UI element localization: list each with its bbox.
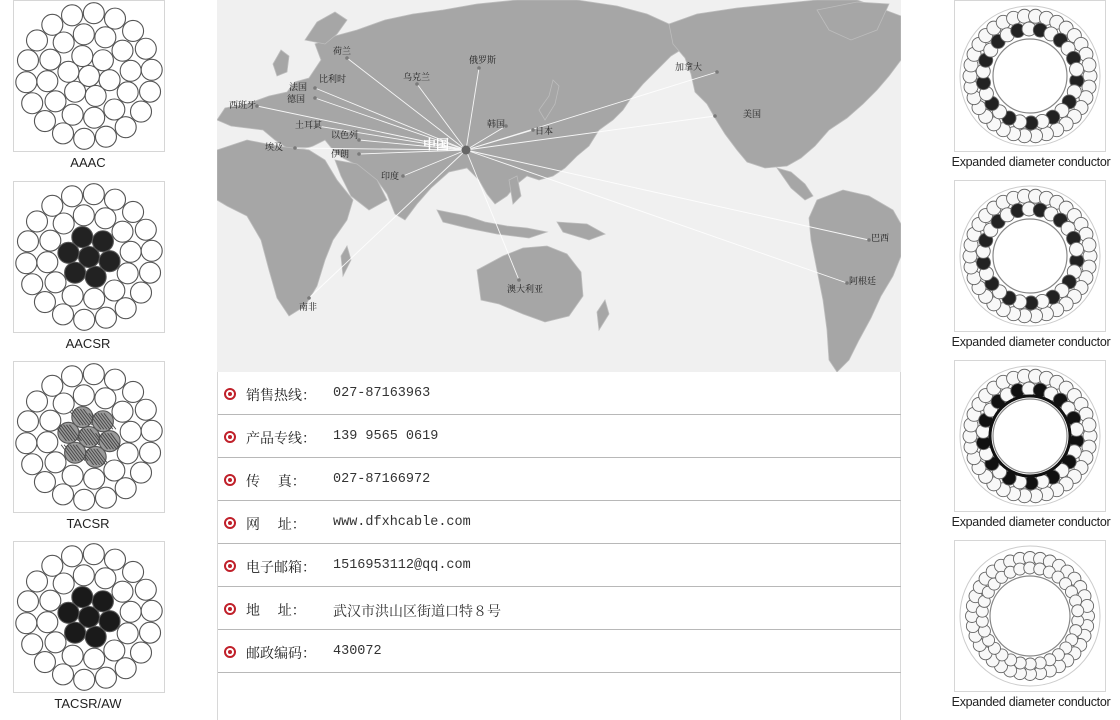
wire-strand	[45, 91, 66, 112]
conductor-strand	[1082, 238, 1096, 252]
product-card-expanded-3[interactable]	[948, 360, 1120, 540]
wire-strand	[135, 38, 156, 59]
contact-row-email	[218, 544, 901, 587]
wire-strand	[135, 579, 156, 600]
wire-strand	[95, 487, 116, 508]
wire-strand	[130, 101, 151, 122]
map-label-iran: 伊朗	[331, 150, 350, 160]
city-dot	[293, 146, 297, 150]
wire-strand	[120, 421, 141, 442]
wire-strand	[37, 612, 58, 633]
city-dot	[401, 174, 405, 178]
wire-strand	[141, 420, 162, 441]
wire-strand	[65, 622, 86, 643]
wire-strand	[52, 304, 73, 325]
wire-strand	[17, 411, 38, 432]
contact-value-postcode: 430072	[333, 644, 382, 659]
tacsr-aw-cable-cross-section-icon[interactable]	[13, 541, 165, 693]
wire-strand	[95, 208, 116, 229]
wire-strand	[85, 266, 106, 287]
wire-strand	[140, 622, 161, 643]
city-dot	[517, 278, 521, 282]
wire-strand	[34, 472, 55, 493]
wire-strand	[104, 280, 125, 301]
wire-strand	[117, 82, 138, 103]
wire-strand	[95, 667, 116, 688]
wire-strand	[141, 600, 162, 621]
wire-strand	[95, 568, 116, 589]
wire-strand	[62, 104, 83, 125]
wire-strand	[62, 285, 83, 306]
wire-strand	[105, 549, 126, 570]
wire-strand	[53, 213, 74, 234]
wire-strand	[42, 375, 63, 396]
wire-strand	[140, 442, 161, 463]
map-label-south-africa: 南非	[299, 303, 318, 313]
wire-strand	[37, 432, 58, 453]
wire-strand	[130, 642, 151, 663]
contact-value-address: 武汉市洪山区街道口特８号	[333, 604, 501, 620]
city-dot	[477, 66, 481, 70]
wire-strand	[123, 561, 144, 582]
wire-strand	[27, 571, 48, 592]
wire-strand	[95, 27, 116, 48]
wire-strand	[83, 544, 104, 565]
wire-strand	[83, 3, 104, 24]
export-world-map	[217, 0, 901, 372]
contact-row-product-line	[218, 415, 901, 458]
wire-strand	[120, 601, 141, 622]
contact-row-fax	[218, 458, 901, 501]
wire-strand	[84, 468, 105, 489]
wire-strand	[115, 658, 136, 679]
wire-strand	[65, 262, 86, 283]
wire-strand	[115, 478, 136, 499]
expanded-conductor-cross-section-icon[interactable]	[954, 360, 1106, 512]
wire-strand	[105, 8, 126, 29]
left-product-column	[0, 0, 176, 720]
wire-strand	[17, 231, 38, 252]
world-map-graphic	[217, 0, 901, 372]
wire-strand	[85, 626, 106, 647]
contact-label: 邮政编码：	[246, 646, 316, 662]
city-dot	[313, 96, 317, 100]
wire-strand	[105, 369, 126, 390]
contact-label: 地 址：	[246, 603, 306, 619]
map-label-korea: 韩国	[487, 120, 506, 130]
wire-strand	[53, 32, 74, 53]
wire-strand	[112, 221, 133, 242]
wire-strand	[123, 381, 144, 402]
contact-row-postcode	[218, 630, 901, 673]
product-card-tacsr-aw[interactable]	[0, 541, 176, 720]
wire-strand	[22, 634, 43, 655]
wire-strand	[74, 669, 95, 690]
wire-strand	[140, 262, 161, 283]
product-caption[interactable]: Expanded diameter conductor	[951, 515, 1111, 529]
wire-strand	[42, 195, 63, 216]
wire-strand	[62, 186, 83, 207]
map-label-germany: 德国	[287, 95, 306, 105]
wire-strand	[84, 107, 105, 128]
wire-strand	[40, 410, 61, 431]
contact-row-website	[218, 501, 901, 544]
wire-strand	[45, 452, 66, 473]
wire-strand	[22, 454, 43, 475]
wire-strand	[40, 230, 61, 251]
product-caption[interactable]: AACSR	[65, 336, 111, 351]
map-label-turkey: 土耳其	[295, 121, 323, 131]
product-card-expanded-2[interactable]	[948, 180, 1120, 360]
bullet-icon	[224, 603, 236, 615]
wire-strand	[34, 292, 55, 313]
bullet-icon	[224, 646, 236, 658]
wire-strand	[73, 565, 94, 586]
map-label-russia: 俄罗斯	[469, 56, 497, 66]
hollow-core	[993, 39, 1067, 113]
wire-strand	[62, 645, 83, 666]
conductor-strand	[1082, 418, 1096, 432]
wire-strand	[104, 460, 125, 481]
hollow-core	[990, 576, 1070, 656]
wire-strand	[115, 298, 136, 319]
map-label-center: 中国	[423, 138, 450, 153]
wire-strand	[45, 632, 66, 653]
wire-strand	[123, 20, 144, 41]
wire-strand	[95, 126, 116, 147]
aaac-cable-cross-section-icon[interactable]	[13, 0, 165, 152]
wire-strand	[17, 50, 38, 71]
wire-strand	[104, 640, 125, 661]
hollow-core	[993, 399, 1067, 473]
wire-strand	[72, 227, 93, 248]
product-card-expanded-1[interactable]	[948, 0, 1120, 180]
product-caption[interactable]: Expanded diameter conductor	[951, 695, 1111, 709]
wire-strand	[45, 272, 66, 293]
expanded-conductor-cross-section-icon[interactable]	[954, 0, 1106, 152]
wire-strand	[42, 555, 63, 576]
product-caption[interactable]: TACSR/AW	[54, 696, 122, 711]
product-caption[interactable]: TACSR	[66, 516, 110, 531]
wire-strand	[83, 184, 104, 205]
wire-strand	[85, 85, 106, 106]
wire-strand	[34, 652, 55, 673]
aacsr-cable-cross-section-icon[interactable]	[13, 181, 165, 333]
wire-strand	[117, 263, 138, 284]
wire-strand	[130, 462, 151, 483]
wire-strand	[27, 391, 48, 412]
wire-strand	[16, 613, 37, 634]
product-card-tacsr[interactable]	[0, 361, 176, 541]
wire-strand	[141, 59, 162, 80]
contact-label: 销售热线：	[246, 388, 316, 404]
wire-strand	[135, 399, 156, 420]
contact-value-phone[interactable]: 027-87163963	[333, 386, 431, 401]
conductor-strand	[1070, 242, 1084, 256]
wire-strand	[74, 489, 95, 510]
bullet-icon	[224, 517, 236, 529]
wire-strand	[72, 587, 93, 608]
wire-strand	[117, 623, 138, 644]
right-product-column	[948, 0, 1120, 720]
wire-strand	[27, 211, 48, 232]
city-dot	[715, 70, 719, 74]
product-caption[interactable]: Expanded diameter conductor	[951, 335, 1111, 349]
wire-strand	[22, 274, 43, 295]
contact-info-panel	[217, 372, 901, 720]
wire-strand	[104, 99, 125, 120]
city-dot	[357, 152, 361, 156]
wire-strand	[112, 40, 133, 61]
wire-strand	[105, 189, 126, 210]
tacsr-cable-cross-section-icon[interactable]	[13, 361, 165, 513]
map-label-argentina: 阿根廷	[849, 277, 877, 287]
wire-strand	[17, 591, 38, 612]
expanded-conductor-cross-section-icon[interactable]	[954, 540, 1106, 692]
product-card-expanded-4[interactable]	[948, 540, 1120, 720]
wire-strand	[84, 288, 105, 309]
bullet-icon	[224, 560, 236, 572]
contact-row-address	[218, 587, 901, 630]
wire-strand	[16, 433, 37, 454]
contact-row-sales-hotline	[218, 372, 901, 415]
contact-value-fax: 027-87166972	[333, 472, 431, 487]
contact-label: 传 真：	[246, 474, 306, 490]
map-label-canada: 加拿大	[675, 63, 703, 73]
wire-strand	[74, 128, 95, 149]
map-label-usa: 美国	[743, 110, 762, 120]
wire-strand	[40, 49, 61, 70]
wire-strand	[112, 581, 133, 602]
wire-strand	[62, 5, 83, 26]
wire-strand	[62, 546, 83, 567]
bullet-icon	[224, 474, 236, 486]
wire-strand	[34, 111, 55, 132]
map-label-egypt: 埃及	[265, 143, 284, 153]
map-label-belgium: 比利时	[319, 75, 347, 85]
wire-strand	[53, 573, 74, 594]
wire-strand	[72, 46, 93, 67]
wire-strand	[52, 664, 73, 685]
wire-strand	[140, 81, 161, 102]
map-label-france: 法国	[289, 83, 308, 93]
contact-value-mobile[interactable]: 139 9565 0619	[333, 429, 439, 444]
wire-strand	[123, 201, 144, 222]
wire-strand	[135, 219, 156, 240]
wire-strand	[73, 24, 94, 45]
wire-strand	[95, 307, 116, 328]
wire-strand	[37, 252, 58, 273]
product-caption[interactable]: Expanded diameter conductor	[951, 155, 1111, 169]
city-dot	[313, 86, 317, 90]
wire-strand	[141, 240, 162, 261]
contact-label: 电子邮箱：	[246, 560, 316, 576]
wire-strand	[62, 366, 83, 387]
map-label-brazil: 巴西	[871, 234, 890, 244]
wire-strand	[92, 231, 113, 252]
wire-strand	[62, 465, 83, 486]
bullet-icon	[224, 388, 236, 400]
china-hub-marker	[462, 146, 471, 155]
map-label-netherlands: 荷兰	[333, 47, 352, 57]
contact-label: 产品专线：	[246, 431, 316, 447]
wire-strand	[120, 241, 141, 262]
wire-strand	[16, 72, 37, 93]
wire-strand	[74, 309, 95, 330]
wire-strand	[84, 648, 105, 669]
expanded-conductor-cross-section-icon[interactable]	[954, 180, 1106, 332]
contact-value-email-link[interactable]: 1516953112@qq.com	[333, 558, 471, 573]
wire-strand	[40, 590, 61, 611]
wire-strand	[115, 117, 136, 138]
city-dot	[307, 296, 311, 300]
wire-strand	[92, 50, 113, 71]
contact-value-website-link[interactable]: www.dfxhcable.com	[333, 515, 471, 530]
wire-strand	[117, 443, 138, 464]
bullet-icon	[224, 431, 236, 443]
map-label-japan: 日本	[535, 127, 554, 137]
conductor-strand	[1070, 62, 1084, 76]
wire-strand	[53, 393, 74, 414]
wire-strand	[42, 14, 63, 35]
wire-strand	[120, 60, 141, 81]
wire-strand	[92, 591, 113, 612]
hollow-core	[993, 219, 1067, 293]
wire-strand	[73, 385, 94, 406]
map-label-australia: 澳大利亚	[507, 285, 544, 295]
map-label-spain: 西班牙	[229, 101, 257, 111]
wire-strand	[73, 205, 94, 226]
wire-strand	[83, 364, 104, 385]
wire-strand	[22, 93, 43, 114]
wire-strand	[27, 30, 48, 51]
map-label-israel: 以色列	[331, 131, 359, 141]
wire-strand	[52, 484, 73, 505]
conductor-strand	[1082, 58, 1096, 72]
wire-strand	[130, 282, 151, 303]
wire-strand	[112, 401, 133, 422]
map-label-ukraine: 乌克兰	[403, 73, 431, 83]
wire-strand	[95, 388, 116, 409]
map-label-india: 印度	[381, 172, 400, 182]
product-card-aaac[interactable]	[0, 0, 176, 180]
conductor-strand	[1072, 605, 1084, 617]
wire-strand	[65, 81, 86, 102]
product-caption[interactable]: AAAC	[70, 155, 106, 170]
wire-strand	[37, 71, 58, 92]
wire-strand	[16, 253, 37, 274]
product-card-aacsr[interactable]	[0, 181, 176, 361]
conductor-strand	[1070, 422, 1084, 436]
contact-label: 网 址：	[246, 517, 306, 533]
wire-strand	[52, 123, 73, 144]
city-dot	[713, 114, 717, 118]
